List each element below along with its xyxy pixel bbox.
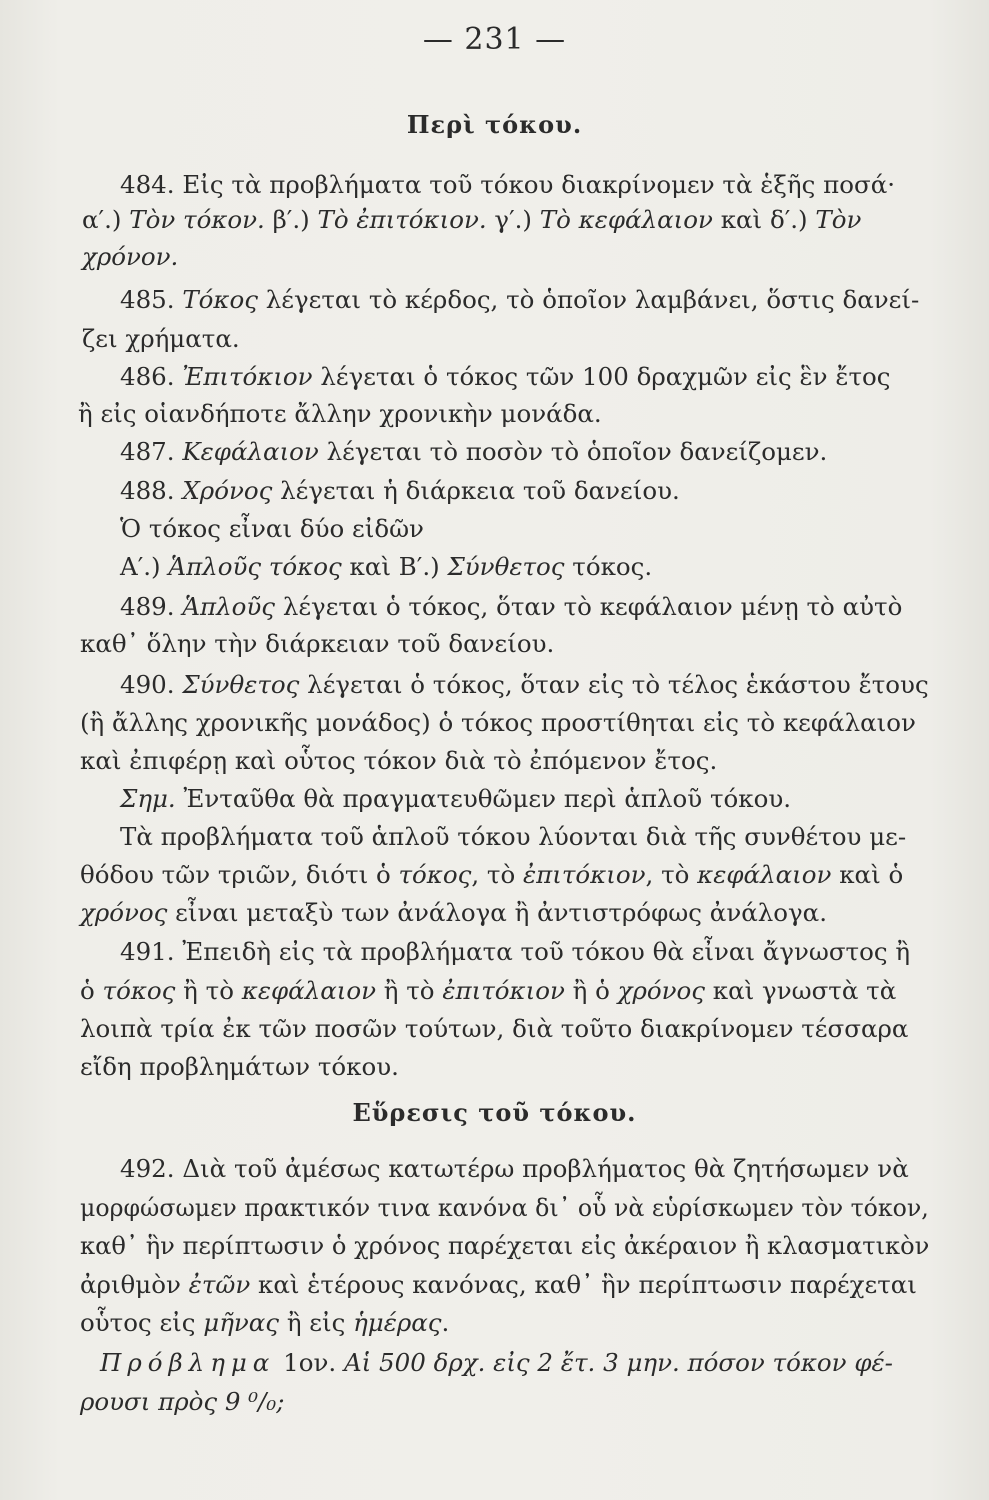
section-heading-finding-interest: Εὕρεσις τοῦ τόκου. — [352, 1098, 637, 1127]
text-line — [82, 203, 861, 237]
problem-line — [100, 1346, 893, 1380]
text-span: καὶ δ′.) — [712, 205, 816, 234]
text-line — [80, 1306, 449, 1340]
text-span: λέγεται ὁ τόκος, ὅταν τὸ κεφάλαιον μένῃ τὸ αὐτὸ — [275, 592, 903, 621]
italic-term: Κεφάλαιον — [182, 437, 319, 466]
text-span: θόδου τῶν τριῶν, διότι ὁ — [80, 860, 399, 889]
italic-term: Ἁπλοῦς τόκος — [168, 552, 342, 581]
text-span: οὗτος εἰς — [80, 1308, 204, 1337]
problem-label: Πρόβλημα — [100, 1348, 276, 1377]
text-line: λοιπὰ τρία ἐκ τῶν ποσῶν τούτων, διὰ τοῦτο διακρίνομεν τέσσαρα — [80, 1014, 909, 1043]
text-span: ὁ — [80, 976, 103, 1005]
text-span: , τὸ — [645, 860, 698, 889]
text-line: καθ᾿ ἣν περίπτωσιν ὁ χρόνος παρέχεται εἰς ἀκέραιον ἢ κλασματικὸν — [80, 1231, 930, 1260]
text-line: καὶ ἐπιφέρῃ καὶ οὗτος τόκον διὰ τὸ ἐπόμενον ἔτος. — [80, 746, 718, 775]
italic-term: ἐπιτόκιον — [442, 976, 565, 1005]
italic-term: χρόνος — [80, 898, 168, 927]
text-line: μορφώσωμεν πρακτικόν τινα κανόνα δι᾿ οὗ νὰ εὑρίσκωμεν τὸν τόκον, — [80, 1193, 929, 1222]
italic-term: ἐπιτόκιον — [523, 860, 646, 889]
italic-term: τόκος — [398, 860, 472, 889]
text-span: 485. — [120, 285, 183, 314]
text-span: τόκος. — [564, 552, 653, 581]
italic-term: τόκος — [102, 976, 176, 1005]
text-line — [120, 550, 652, 584]
text-line — [80, 858, 903, 892]
text-line: ἢ εἰς οἱανδήποτε ἄλλην χρονικὴν μονάδα. — [78, 399, 602, 428]
italic-term: Ἁπλοῦς — [182, 592, 276, 621]
italic-term: κεφάλαιον — [697, 860, 832, 889]
text-line — [80, 896, 827, 930]
italic-term: μῆνας — [203, 1308, 280, 1337]
italic-term: Τὸ ἐπιτόκιον. — [317, 205, 487, 234]
text-span: 486. — [120, 362, 183, 391]
italic-term: Σύνθετος — [182, 670, 300, 699]
text-line — [120, 435, 827, 469]
problem-line: ρουσι πρὸς 9 ⁰/₀; — [80, 1387, 285, 1416]
italic-term: Τόκος — [182, 285, 258, 314]
text-line: 484. Εἰς τὰ προβλήματα τοῦ τόκου διακρίνομεν τὰ ἑξῆς ποσά· — [120, 170, 896, 199]
text-line — [80, 1268, 917, 1302]
text-span: λέγεται ἡ διάρκεια τοῦ δανείου. — [272, 476, 680, 505]
italic-term: κεφάλαιον — [241, 976, 376, 1005]
text-span: ἀριθμὸν — [80, 1270, 189, 1299]
text-span: καὶ ὁ — [831, 860, 904, 889]
italic-term: Τὸν τόκον. — [129, 205, 265, 234]
italic-term: Σύνθετος — [447, 552, 565, 581]
text-span: ἢ τὸ — [376, 976, 443, 1005]
text-line — [120, 668, 929, 702]
page-number: — 231 — — [422, 22, 567, 57]
text-span: 487. — [120, 437, 183, 466]
text-span: ἢ ὁ — [564, 976, 618, 1005]
italic-term: Τὸ κεφάλαιον — [539, 205, 713, 234]
text-span: 488. — [120, 476, 183, 505]
text-span: καὶ Β′.) — [341, 552, 448, 581]
text-line: Ὁ τόκος εἶναι δύο εἰδῶν — [120, 514, 424, 543]
text-span: ἢ τὸ — [175, 976, 242, 1005]
text-span: . — [441, 1308, 450, 1337]
section-heading-interest: Περὶ τόκου. — [406, 110, 583, 139]
text-line: εἴδη προβλημάτων τόκου. — [80, 1052, 399, 1081]
italic-term: Τὸν — [815, 205, 862, 234]
italic-term: Ἐπιτόκιον — [182, 362, 313, 391]
text-span: λέγεται ὁ τόκος τῶν 100 δραχμῶν εἰς ἓν ἔτος — [312, 362, 891, 391]
text-line — [120, 590, 902, 624]
italic-term: ἡμέρας — [353, 1308, 442, 1337]
problem-number: 1ον. — [275, 1348, 337, 1377]
text-line — [120, 474, 680, 508]
text-span: λέγεται τὸ κέρδος, τὸ ὁποῖον λαμβάνει, ὅστις δανεί- — [257, 285, 920, 314]
text-span: Α′.) — [120, 552, 169, 581]
text-line: 491. Ἐπειδὴ εἰς τὰ προβλήματα τοῦ τόκου θὰ εἶναι ἄγνωστος ἢ — [120, 937, 911, 966]
text-line — [80, 974, 896, 1008]
text-span: γ′.) — [486, 205, 540, 234]
text-line — [120, 360, 891, 394]
text-span: λέγεται τὸ ποσὸν τὸ ὁποῖον δανείζομεν. — [318, 437, 828, 466]
text-line: ζει χρήματα. — [82, 324, 240, 353]
text-span: Ἐνταῦθα θὰ πραγματευθῶμεν περὶ ἁπλοῦ τόκου. — [175, 784, 792, 813]
text-span: α′.) — [82, 205, 130, 234]
text-line: Τὰ προβλήματα τοῦ ἁπλοῦ τόκου λύονται διὰ τῆς συνθέτου με- — [120, 822, 907, 851]
text-line — [120, 283, 919, 317]
text-span: , τὸ — [471, 860, 524, 889]
text-span: λέγεται ὁ τόκος, ὅταν εἰς τὸ τέλος ἑκάστου ἔτους — [299, 670, 929, 699]
text-line: (ἢ ἄλλης χρονικῆς μονάδος) ὁ τόκος προστίθηται εἰς τὸ κεφάλαιον — [80, 708, 916, 737]
problem-statement: Αἱ 500 δρχ. εἰς 2 ἔτ. 3 μην. πόσον τόκον φέ- — [336, 1348, 893, 1377]
text-span: 490. — [120, 670, 183, 699]
text-span: εἶναι μεταξὺ των ἀνάλογα ἢ ἀντιστρόφως ἀνάλογα. — [167, 898, 828, 927]
text-span: ἢ εἰς — [279, 1308, 354, 1337]
text-span: καὶ γνωστὰ τὰ — [705, 976, 897, 1005]
italic-term: Σημ. — [120, 784, 176, 813]
italic-term: Χρόνος — [182, 476, 273, 505]
text-line: χρόνον. — [82, 242, 179, 271]
text-span: 489. — [120, 592, 183, 621]
text-span: β′.) — [264, 205, 318, 234]
text-span: καὶ ἑτέρους κανόνας, καθ᾿ ἣν περίπτωσιν παρέχεται — [250, 1270, 917, 1299]
text-line: καθ᾿ ὅλην τὴν διάρκειαν τοῦ δανείου. — [80, 629, 555, 658]
text-line — [120, 782, 791, 816]
italic-term: χρόνος — [617, 976, 706, 1005]
italic-term: ἐτῶν — [188, 1270, 251, 1299]
text-line: 492. Διὰ τοῦ ἀμέσως κατωτέρω προβλήματος θὰ ζητήσωμεν νὰ — [120, 1154, 909, 1183]
